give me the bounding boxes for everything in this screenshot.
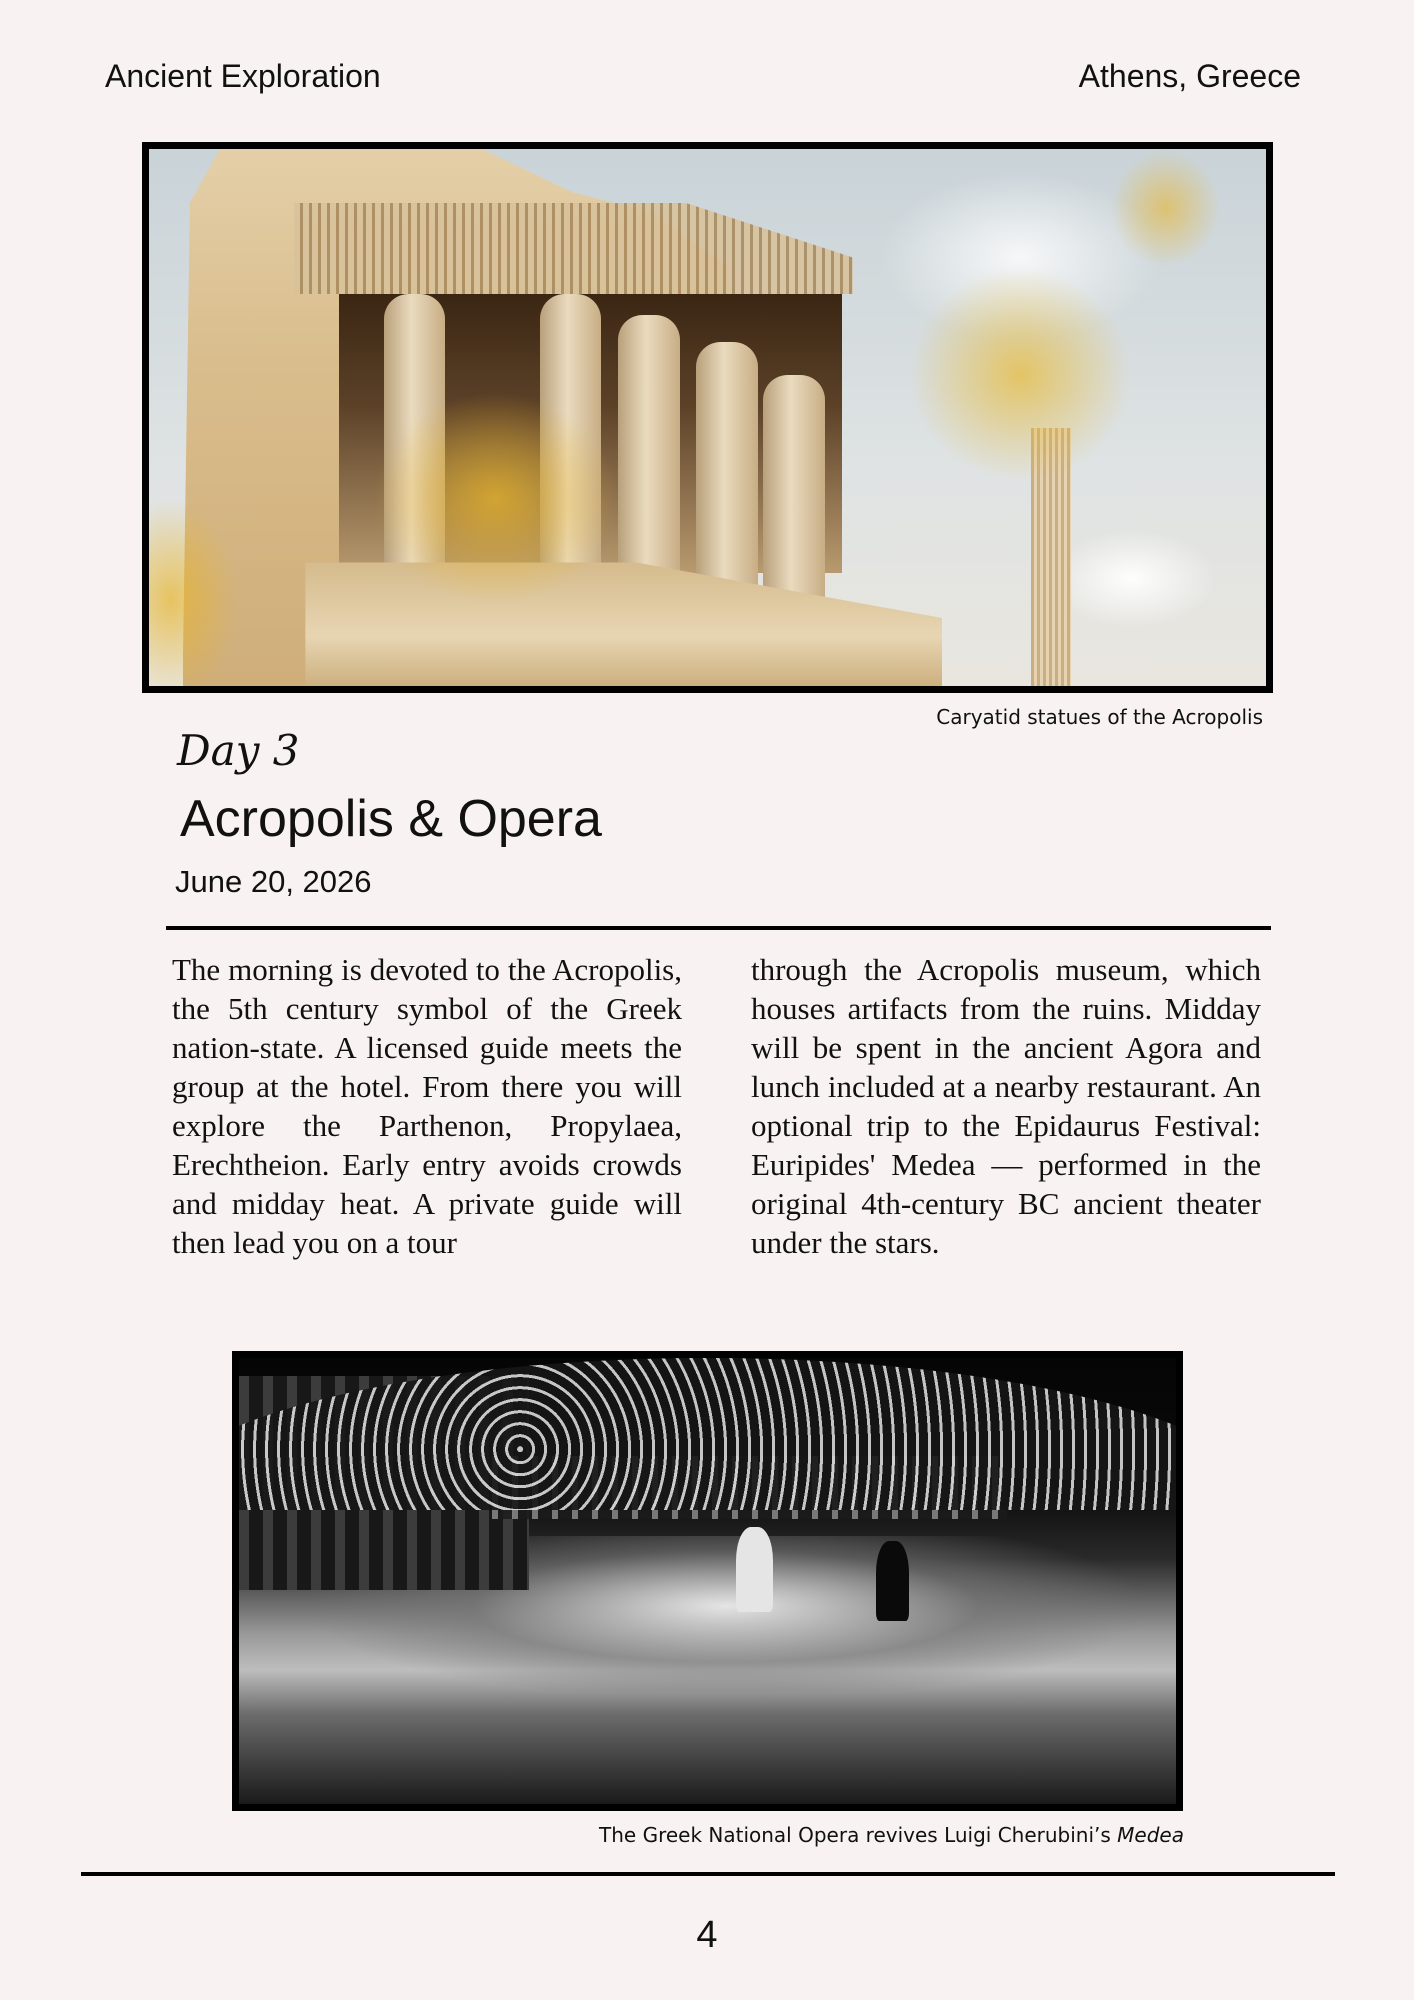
caryatid-photo	[142, 142, 1273, 693]
header-location: Athens, Greece	[1078, 58, 1301, 94]
performer-light	[736, 1527, 773, 1612]
footer-divider	[81, 1872, 1335, 1876]
day-date: June 20, 2026	[175, 864, 372, 899]
flower-blur	[1110, 149, 1222, 267]
flower-blur	[372, 391, 618, 606]
flower-blur	[142, 498, 238, 693]
header-brand: Ancient Exploration	[105, 58, 381, 94]
page-number: 4	[696, 1914, 718, 1956]
section-divider	[166, 926, 1271, 930]
body-column-right: through the Acropolis museum, which houses artifacts from the ruins. Midday will be spent in the ancient Agora and lunch included at a nearby restaurant. An optional trip to the Epidaurus Festival: Euripides' Medea — performed in the original 4th-century BC ancient theater under the stars.	[751, 952, 1261, 1260]
opera-photo	[232, 1351, 1183, 1811]
caption-italic-title: Medea	[1117, 1823, 1184, 1847]
performer-dark	[876, 1541, 909, 1621]
day-label: Day 3	[177, 726, 300, 775]
photo-caption: Caryatid statues of the Acropolis	[936, 705, 1263, 729]
caption-text: The Greek National Opera revives Luigi Cherubini’s	[599, 1823, 1118, 1847]
flower-blur	[909, 267, 1132, 482]
page-title: Acropolis & Opera	[180, 790, 602, 848]
photo-caption	[599, 1822, 1184, 1848]
body-column-left: The morning is devoted to the Acropolis, the 5th century symbol of the Greek nation-state. A licensed guide meets the group at the hotel. From there you will explore the Parthenon, Propylaea, Erechtheion. Early entry avoids crowds and midday heat. A private guide will then lead you on a tour	[172, 952, 682, 1260]
